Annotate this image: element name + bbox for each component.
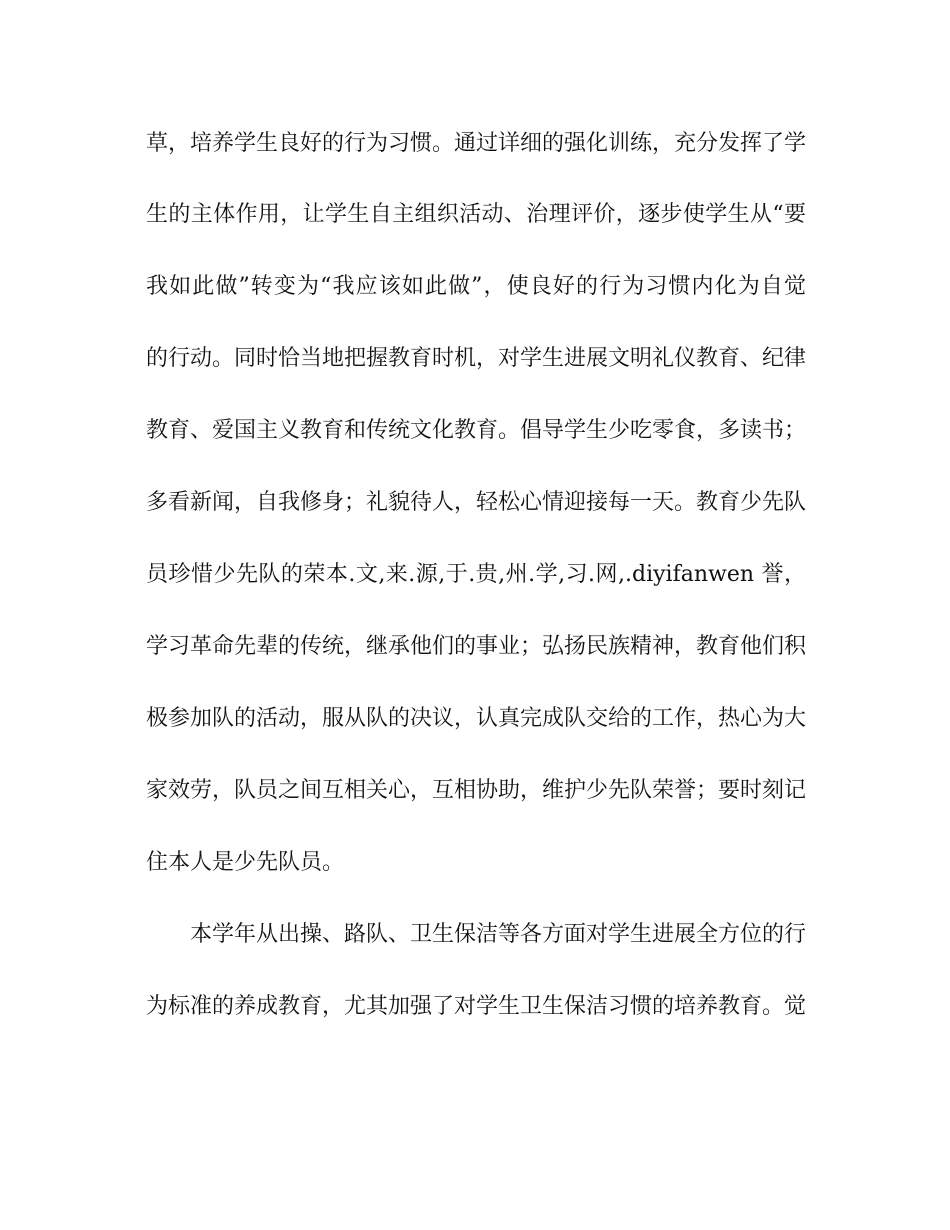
- paragraph-1-line-3: 我如此做”转变为“我应该如此做”，使良好的行为习惯内化为自觉: [146, 274, 806, 299]
- paragraph-2-line-1: 本学年从出操、路队、卫生保洁等各方面对学生进展全方位的行: [190, 922, 807, 947]
- paragraph-1-line-11: 住本人是少先队员。: [146, 850, 345, 875]
- paragraph-1-line-7: 员珍惜少先队的荣本.文,来.源,于.贵,州.学,习.网,.diyifanwen 誉，: [146, 562, 806, 587]
- paragraph-1-line-5: 教育、爱国主义教育和传统文化教育。倡导学生少吃零食，多读书；: [146, 418, 807, 443]
- paragraph-1-line-1: 草，培养学生良好的行为习惯。通过详细的强化训练，充分发挥了学: [146, 131, 807, 156]
- paragraph-1-line-10: 家效劳，队员之间互相关心，互相协助，维护少先队荣誉；要时刻记: [146, 778, 807, 803]
- paragraph-1-line-6: 多看新闻，自我修身；礼貌待人，轻松心情迎接每一天。教育少先队: [146, 490, 807, 515]
- paragraph-1-line-9: 极参加队的活动，服从队的决议，认真完成队交给的工作，热心为大: [146, 706, 807, 731]
- paragraph-1-line-2: 生的主体作用，让学生自主组织活动、治理评价，逐步使学生从“要: [146, 202, 806, 227]
- paragraph-1-line-4: 的行动。同时恰当地把握教育时机，对学生进展文明礼仪教育、纪律: [146, 346, 807, 371]
- paragraph-2-line-2: 为标准的养成教育，尤其加强了对学生卫生保洁习惯的培养教育。觉: [146, 994, 807, 1019]
- paragraph-1-line-8: 学习革命先辈的传统，继承他们的事业；弘扬民族精神，教育他们积: [146, 634, 807, 659]
